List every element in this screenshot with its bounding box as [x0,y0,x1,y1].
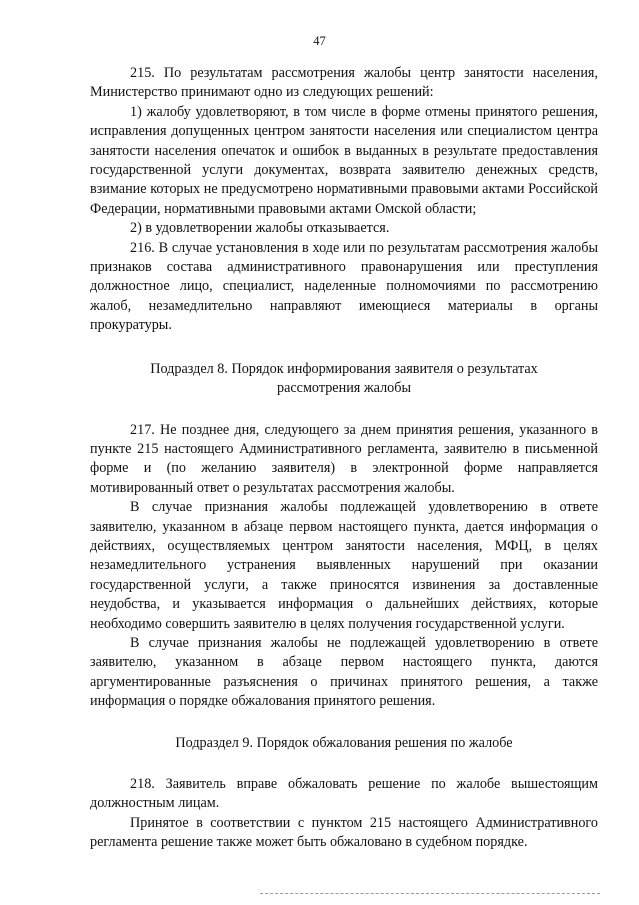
subsection-8-heading-line-2: рассмотрения жалобы [276,380,412,397]
paragraph-217-satisfied: В случае признания жалобы подлежащей удовлетворению в ответе заявителю, указанном в абзаце первом настоящего пункта, дается информация о действиях, осуществляемых центром занятости населения, МФЦ, в целях незамедлительного устранения выявленных нарушений при оказании государственной услуги, а также приносятся извинения за доставленные неудобства, и указывается информация о дальнейших действиях, которые необходимо совершить заявителю в целях получения государственной услуги. [90,499,598,632]
paragraph-218: 218. Заявитель вправе обжаловать решение по жалобе вышестоящим должностным лицам. [90,776,598,812]
paragraph-216: 216. В случае установления в ходе или по результатам рассмотрения жалобы признаков состава административного правонарушения или преступления должностное лицо, специалист, наделенные полномочиями по рассмотрению жалоб, незамедлительно направляют имеющиеся материалы в органы прокуратуры. [90,239,598,334]
paragraph-217-rejected: В случае признания жалобы не подлежащей удовлетворению в ответе заявителю, указанном в абзаце первом настоящего пункта, даются аргументированные разъяснения о причинах принятого решения, а также информация о порядке обжалования принятого решения. [90,634,598,710]
paragraph-215-item-1: 1) жалобу удовлетворяют, в том числе в форме отмены принятого решения, исправления допущенных центром занятости населения или специалистом центра занятости населения опечаток и ошибок в выданных в результате предоставления государственной услуги документах, возврата заявителю денежных средств, взимание которых не предусмотрено нормативными правовыми актами Российской Федерации, нормативными правовыми актами Омской области; [90,103,598,217]
paragraph-215: 215. По результатам рассмотрения жалобы центр занятости населения, Министерство принимают одно из следующих решений: [90,65,598,101]
subsection-8-heading [90,360,598,399]
paragraph-217: 217. Не позднее дня, следующего за днем принятия решения, указанного в пункте 215 настоящего Административного регламента, заявителю в письменной форме и (по желанию заявителя) в электронной форме направляется мотивированный ответ о результатах рассмотрения жалобы. [90,421,598,496]
paragraph-218-court: Принятое в соответствии с пунктом 215 настоящего Административного регламента решение также может быть обжаловано в судебном порядке. [90,814,598,851]
subsection-9-heading [90,734,598,753]
footer-divider [260,893,600,894]
subsection-9-heading-line-1: Подраздел 9. Порядок обжалования решения по жалобе [175,734,513,751]
subsection-8-heading-line-1: Подраздел 8. Порядок информирования заявителя о результатах [150,360,538,377]
paragraph-215-item-2: 2) в удовлетворении жалобы отказывается. [130,220,390,237]
page-number: 47 [313,34,326,48]
document-body [90,64,598,853]
